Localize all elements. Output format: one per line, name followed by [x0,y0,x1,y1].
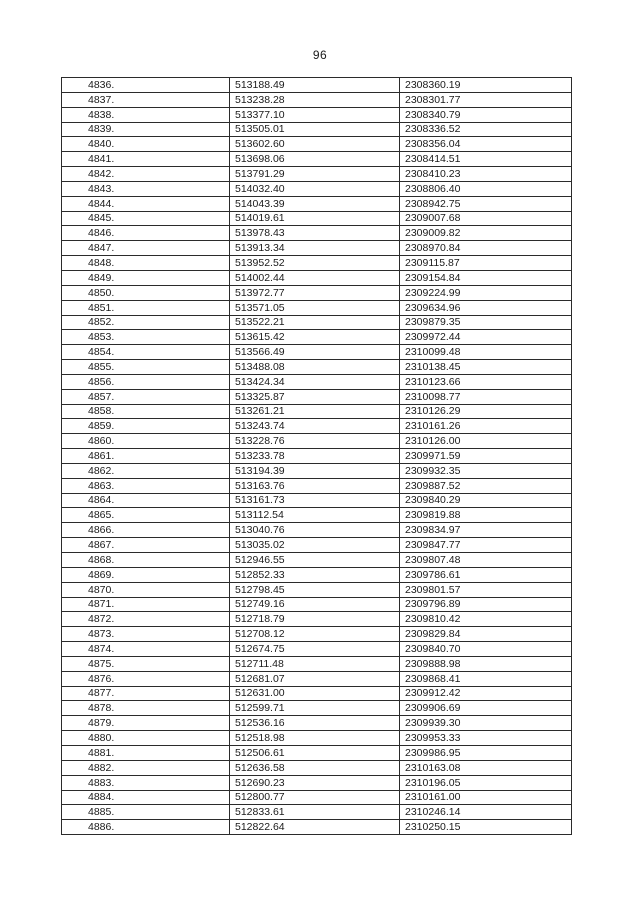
x-coordinate-cell: 512800.77 [230,790,400,805]
y-coordinate-cell: 2310123.66 [400,374,572,389]
y-coordinate-cell: 2309829.84 [400,627,572,642]
x-coordinate-cell: 513228.76 [230,434,400,449]
y-coordinate-cell: 2308942.75 [400,196,572,211]
x-coordinate-cell: 512946.55 [230,553,400,568]
point-number-cell: 4841. [62,152,230,167]
point-number-cell: 4874. [62,642,230,657]
table-row [62,315,572,330]
table-row [62,508,572,523]
y-coordinate-cell: 2309840.70 [400,642,572,657]
table-row [62,716,572,731]
x-coordinate-cell: 512506.61 [230,745,400,760]
point-number-cell: 4848. [62,256,230,271]
x-coordinate-cell: 513566.49 [230,345,400,360]
y-coordinate-cell: 2310126.29 [400,404,572,419]
point-number-cell: 4842. [62,167,230,182]
y-coordinate-cell: 2309634.96 [400,300,572,315]
x-coordinate-cell: 512711.48 [230,656,400,671]
table-row [62,553,572,568]
x-coordinate-cell: 513112.54 [230,508,400,523]
table-row [62,731,572,746]
table-row [62,523,572,538]
table-row [62,567,572,582]
x-coordinate-cell: 513163.76 [230,478,400,493]
table-row [62,137,572,152]
point-number-cell: 4846. [62,226,230,241]
y-coordinate-cell: 2309939.30 [400,716,572,731]
y-coordinate-cell: 2309887.52 [400,478,572,493]
table-row [62,404,572,419]
point-number-cell: 4869. [62,567,230,582]
y-coordinate-cell: 2309840.29 [400,493,572,508]
y-coordinate-cell: 2310098.77 [400,389,572,404]
table-row [62,671,572,686]
point-number-cell: 4844. [62,196,230,211]
table-row [62,627,572,642]
x-coordinate-cell: 512674.75 [230,642,400,657]
table-row [62,805,572,820]
table-row [62,582,572,597]
table-row [62,701,572,716]
x-coordinate-cell: 514032.40 [230,181,400,196]
y-coordinate-cell: 2310196.05 [400,775,572,790]
x-coordinate-cell: 512690.23 [230,775,400,790]
y-coordinate-cell: 2309810.42 [400,612,572,627]
y-coordinate-cell: 2309847.77 [400,538,572,553]
x-coordinate-cell: 512631.00 [230,686,400,701]
y-coordinate-cell: 2308970.84 [400,241,572,256]
point-number-cell: 4871. [62,597,230,612]
y-coordinate-cell: 2308301.77 [400,92,572,107]
point-number-cell: 4850. [62,285,230,300]
x-coordinate-cell: 512852.33 [230,567,400,582]
y-coordinate-cell: 2309879.35 [400,315,572,330]
table-row [62,211,572,226]
x-coordinate-cell: 513972.77 [230,285,400,300]
point-number-cell: 4868. [62,553,230,568]
x-coordinate-cell: 513571.05 [230,300,400,315]
x-coordinate-cell: 513602.60 [230,137,400,152]
table-row [62,745,572,760]
point-number-cell: 4879. [62,716,230,731]
point-number-cell: 4873. [62,627,230,642]
x-coordinate-cell: 514043.39 [230,196,400,211]
table-row [62,820,572,835]
table-row [62,270,572,285]
table-row [62,122,572,137]
x-coordinate-cell: 513194.39 [230,463,400,478]
point-number-cell: 4880. [62,731,230,746]
x-coordinate-cell: 513698.06 [230,152,400,167]
x-coordinate-cell: 513505.01 [230,122,400,137]
x-coordinate-cell: 512798.45 [230,582,400,597]
table-row [62,419,572,434]
x-coordinate-cell: 513040.76 [230,523,400,538]
y-coordinate-cell: 2309868.41 [400,671,572,686]
point-number-cell: 4876. [62,671,230,686]
x-coordinate-cell: 512636.58 [230,760,400,775]
table-row [62,300,572,315]
point-number-cell: 4865. [62,508,230,523]
table-row [62,374,572,389]
point-number-cell: 4867. [62,538,230,553]
coordinates-table-body [62,78,572,835]
table-row [62,686,572,701]
point-number-cell: 4845. [62,211,230,226]
x-coordinate-cell: 512749.16 [230,597,400,612]
x-coordinate-cell: 512518.98 [230,731,400,746]
x-coordinate-cell: 513615.42 [230,330,400,345]
point-number-cell: 4886. [62,820,230,835]
x-coordinate-cell: 512681.07 [230,671,400,686]
point-number-cell: 4875. [62,656,230,671]
x-coordinate-cell: 513488.08 [230,360,400,375]
table-row [62,449,572,464]
x-coordinate-cell: 512708.12 [230,627,400,642]
point-number-cell: 4881. [62,745,230,760]
y-coordinate-cell: 2308360.19 [400,78,572,93]
x-coordinate-cell: 513424.34 [230,374,400,389]
x-coordinate-cell: 512718.79 [230,612,400,627]
point-number-cell: 4861. [62,449,230,464]
point-number-cell: 4864. [62,493,230,508]
table-row [62,760,572,775]
table-row [62,241,572,256]
x-coordinate-cell: 513188.49 [230,78,400,93]
y-coordinate-cell: 2309932.35 [400,463,572,478]
x-coordinate-cell: 513035.02 [230,538,400,553]
table-row [62,330,572,345]
point-number-cell: 4885. [62,805,230,820]
point-number-cell: 4857. [62,389,230,404]
x-coordinate-cell: 513261.21 [230,404,400,419]
point-number-cell: 4853. [62,330,230,345]
table-row [62,790,572,805]
point-number-cell: 4860. [62,434,230,449]
table-row [62,478,572,493]
y-coordinate-cell: 2310138.45 [400,360,572,375]
x-coordinate-cell: 512833.61 [230,805,400,820]
y-coordinate-cell: 2309786.61 [400,567,572,582]
page-number: 96 [312,48,328,62]
point-number-cell: 4862. [62,463,230,478]
point-number-cell: 4877. [62,686,230,701]
table-row [62,775,572,790]
y-coordinate-cell: 2309224.99 [400,285,572,300]
table-row [62,256,572,271]
x-coordinate-cell: 513377.10 [230,107,400,122]
x-coordinate-cell: 514019.61 [230,211,400,226]
y-coordinate-cell: 2308356.04 [400,137,572,152]
y-coordinate-cell: 2309819.88 [400,508,572,523]
y-coordinate-cell: 2308414.51 [400,152,572,167]
y-coordinate-cell: 2310126.00 [400,434,572,449]
table-row [62,285,572,300]
table-row [62,78,572,93]
point-number-cell: 4856. [62,374,230,389]
table-row [62,463,572,478]
table-row [62,642,572,657]
y-coordinate-cell: 2310161.00 [400,790,572,805]
table-row [62,493,572,508]
y-coordinate-cell: 2309953.33 [400,731,572,746]
y-coordinate-cell: 2310099.48 [400,345,572,360]
y-coordinate-cell: 2309906.69 [400,701,572,716]
table-row [62,345,572,360]
table-row [62,612,572,627]
point-number-cell: 4872. [62,612,230,627]
point-number-cell: 4855. [62,360,230,375]
y-coordinate-cell: 2309972.44 [400,330,572,345]
point-number-cell: 4840. [62,137,230,152]
y-coordinate-cell: 2310163.08 [400,760,572,775]
point-number-cell: 4854. [62,345,230,360]
table-row [62,167,572,182]
point-number-cell: 4882. [62,760,230,775]
y-coordinate-cell: 2309801.57 [400,582,572,597]
point-number-cell: 4839. [62,122,230,137]
point-number-cell: 4851. [62,300,230,315]
point-number-cell: 4838. [62,107,230,122]
table-row [62,389,572,404]
y-coordinate-cell: 2309796.89 [400,597,572,612]
y-coordinate-cell: 2308336.52 [400,122,572,137]
table-row [62,92,572,107]
point-number-cell: 4858. [62,404,230,419]
x-coordinate-cell: 512599.71 [230,701,400,716]
x-coordinate-cell: 513522.21 [230,315,400,330]
y-coordinate-cell: 2309009.82 [400,226,572,241]
table-row [62,181,572,196]
x-coordinate-cell: 513913.34 [230,241,400,256]
table-row [62,196,572,211]
x-coordinate-cell: 513233.78 [230,449,400,464]
y-coordinate-cell: 2308410.23 [400,167,572,182]
x-coordinate-cell: 513243.74 [230,419,400,434]
x-coordinate-cell: 513238.28 [230,92,400,107]
point-number-cell: 4884. [62,790,230,805]
y-coordinate-cell: 2309007.68 [400,211,572,226]
point-number-cell: 4836. [62,78,230,93]
point-number-cell: 4837. [62,92,230,107]
table-row [62,597,572,612]
x-coordinate-cell: 513952.52 [230,256,400,271]
x-coordinate-cell: 513791.29 [230,167,400,182]
y-coordinate-cell: 2310161.26 [400,419,572,434]
y-coordinate-cell: 2309986.95 [400,745,572,760]
y-coordinate-cell: 2310246.14 [400,805,572,820]
y-coordinate-cell: 2310250.15 [400,820,572,835]
x-coordinate-cell: 513978.43 [230,226,400,241]
table-row [62,152,572,167]
y-coordinate-cell: 2309888.98 [400,656,572,671]
coordinates-table [61,77,572,835]
y-coordinate-cell: 2309115.87 [400,256,572,271]
y-coordinate-cell: 2309807.48 [400,553,572,568]
point-number-cell: 4863. [62,478,230,493]
table-row [62,656,572,671]
table-row [62,360,572,375]
y-coordinate-cell: 2309154.84 [400,270,572,285]
point-number-cell: 4843. [62,181,230,196]
table-row [62,434,572,449]
point-number-cell: 4866. [62,523,230,538]
x-coordinate-cell: 512536.16 [230,716,400,731]
y-coordinate-cell: 2309971.59 [400,449,572,464]
point-number-cell: 4870. [62,582,230,597]
point-number-cell: 4883. [62,775,230,790]
point-number-cell: 4859. [62,419,230,434]
x-coordinate-cell: 513325.87 [230,389,400,404]
table-row [62,226,572,241]
point-number-cell: 4852. [62,315,230,330]
table-row [62,538,572,553]
y-coordinate-cell: 2308806.40 [400,181,572,196]
table-row [62,107,572,122]
point-number-cell: 4847. [62,241,230,256]
y-coordinate-cell: 2309912.42 [400,686,572,701]
y-coordinate-cell: 2308340.79 [400,107,572,122]
x-coordinate-cell: 513161.73 [230,493,400,508]
point-number-cell: 4849. [62,270,230,285]
point-number-cell: 4878. [62,701,230,716]
x-coordinate-cell: 514002.44 [230,270,400,285]
x-coordinate-cell: 512822.64 [230,820,400,835]
y-coordinate-cell: 2309834.97 [400,523,572,538]
